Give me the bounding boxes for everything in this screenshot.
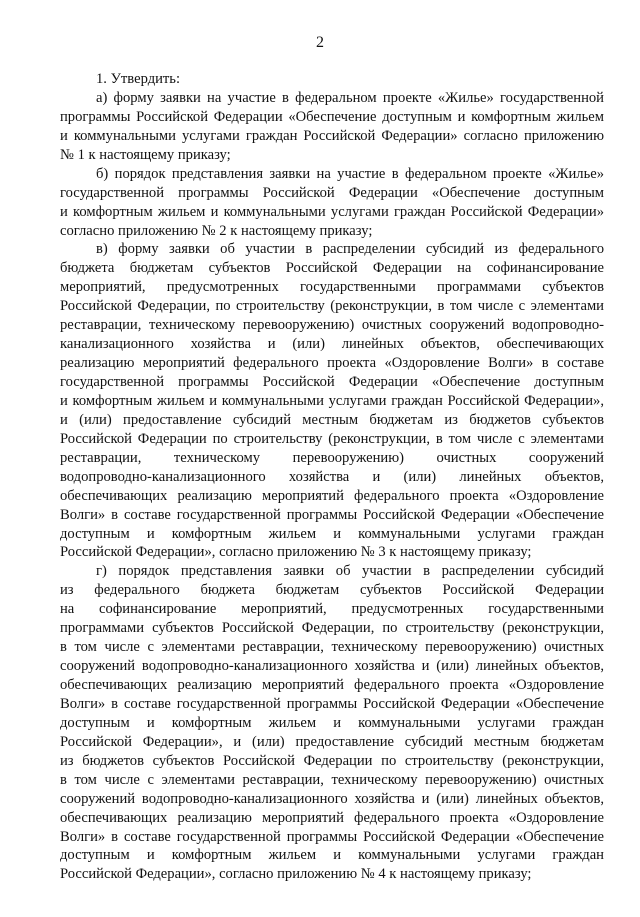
text-line: программами субъектов Российской Федерации, по строительству (реконструкции, xyxy=(60,620,604,637)
text-line: г) порядок представления заявки об участии в распределении субсидий xyxy=(96,563,604,580)
text-line: реализацию мероприятий федерального проекта «Оздоровление Волги» в составе xyxy=(60,355,604,372)
text-line: и комфортным жильем и коммунальными услугами граждан Российской Федерации», xyxy=(60,392,604,409)
text-line: Российской Федерации», согласно приложению № 4 к настоящему приказу; xyxy=(60,866,532,883)
text-line: в том числе с элементами реставрации, техническому перевооружению) очистных xyxy=(60,771,604,788)
text-line: и комфортным жильем и коммунальными услугами граждан Российской Федерации» xyxy=(60,203,604,220)
text-line: государственной программы Российской Федерации «Обеспечение доступным xyxy=(60,184,604,201)
text-line: в том числе с элементами реставрации, техническому перевооружению) очистных xyxy=(60,639,604,656)
text-line: доступным и комфортным жильем и коммунальными услугами граждан xyxy=(60,714,604,731)
text-line: Российской Федерации, по строительству (реконструкции, в том числе с элементами xyxy=(60,298,604,315)
text-line: б) порядок представления заявки на участие в федеральном проекте «Жилье» xyxy=(96,165,604,182)
text-line: обеспечивающих реализацию мероприятий федерального проекта «Оздоровление xyxy=(60,487,604,504)
text-line: доступным и комфортным жильем и коммунальными услугами граждан xyxy=(60,847,604,864)
text-line: № 1 к настоящему приказу; xyxy=(60,146,231,163)
text-line: программы Российской Федерации «Обеспечение доступным и комфортным жильем xyxy=(60,108,604,125)
text-line: из бюджетов субъектов Российской Федерации по строительству (реконструкции, xyxy=(60,752,604,769)
text-line: и (или) предоставление субсидий местным бюджетам из бюджетов субъектов xyxy=(60,411,604,428)
text-line: Волги» в составе государственной программы Российской Федерации «Обеспечение xyxy=(60,506,604,523)
page-number: 2 xyxy=(316,34,324,51)
text-line: Волги» в составе государственной программы Российской Федерации «Обеспечение xyxy=(60,828,604,845)
text-line: реставрации, техническому перевооружению) очистных сооружений xyxy=(60,449,604,466)
text-line: обеспечивающих реализацию мероприятий федерального проекта «Оздоровление xyxy=(60,677,604,693)
text-line: бюджета бюджетам субъектов Российской Федерации на софинансирование xyxy=(60,260,604,277)
text-line: канализационного хозяйства и (или) линейных объектов, обеспечивающих xyxy=(60,336,604,353)
text-line: на софинансирование мероприятий, предусмотренных государственными xyxy=(60,601,604,618)
text-line: сооружений водопроводно-канализационного хозяйства и (или) линейных объектов, xyxy=(60,790,604,807)
text-line: 1. Утвердить: xyxy=(96,71,181,87)
text-line: а) форму заявки на участие в федеральном проекте «Жилье» государственной xyxy=(96,89,604,106)
text-line: из федерального бюджета бюджетам субъектов Российской Федерации xyxy=(60,582,604,599)
text-line: государственной программы Российской Федерации «Обеспечение доступным xyxy=(60,374,604,390)
text-line: в) форму заявки об участии в распределении субсидий из федерального xyxy=(96,241,604,258)
text-line: Российской Федерации», согласно приложению № 3 к настоящему приказу; xyxy=(60,544,532,561)
text-line: и коммунальными услугами граждан Российской Федерации» согласно приложению xyxy=(60,127,604,144)
text-line: согласно приложению № 2 к настоящему приказу; xyxy=(60,222,373,239)
text-line: реставрации, техническому перевооружению) очистных сооружений водопроводно- xyxy=(60,317,604,334)
text-line: доступным и комфортным жильем и коммунальными услугами граждан xyxy=(60,525,604,542)
text-line: Российской Федерации по строительству (реконструкции, в том числе с элементами xyxy=(60,430,604,447)
text-line: Волги» в составе государственной программы Российской Федерации «Обеспечение xyxy=(60,695,604,712)
document-body xyxy=(60,70,604,884)
text-line: мероприятий, предусмотренных государственными программами субъектов xyxy=(60,279,604,296)
text-line: сооружений водопроводно-канализационного хозяйства и (или) линейных объектов, xyxy=(60,658,604,675)
text-line: водопроводно-канализационного хозяйства и (или) линейных объектов, xyxy=(60,468,604,485)
text-line: обеспечивающих реализацию мероприятий федерального проекта «Оздоровление xyxy=(60,809,604,826)
text-line: Российской Федерации», и (или) предоставление субсидий местным бюджетам xyxy=(60,733,604,750)
